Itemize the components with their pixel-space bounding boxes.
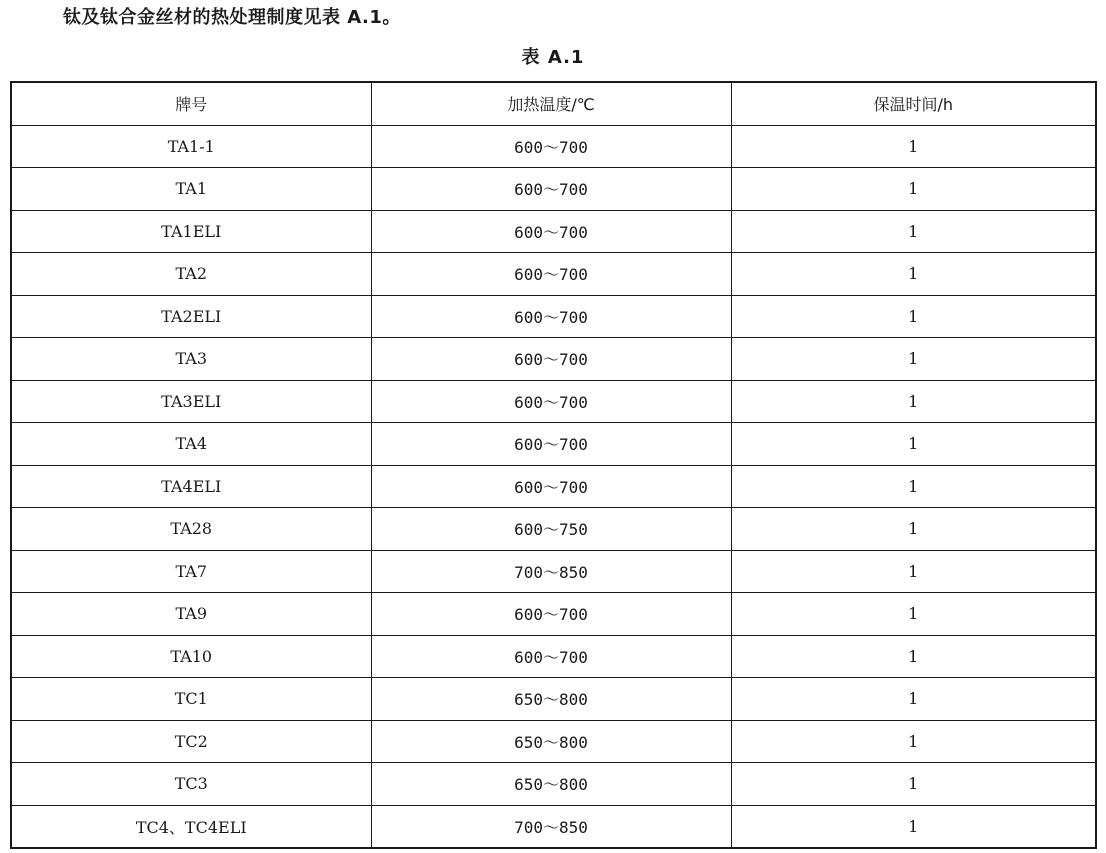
table-row <box>11 210 1096 253</box>
table-row <box>11 168 1096 211</box>
table-row <box>11 550 1096 593</box>
table-row <box>11 763 1096 806</box>
table-row <box>11 465 1096 508</box>
cell-holding-time: 1 <box>731 465 1096 508</box>
cell-temperature: 600～700 <box>371 593 731 636</box>
table-row <box>11 338 1096 381</box>
cell-grade: TC1 <box>11 678 371 721</box>
table-row <box>11 423 1096 466</box>
intro-paragraph: 钛及钛合金丝材的热处理制度见表 A.1。 <box>63 7 401 28</box>
table-row <box>11 720 1096 763</box>
cell-grade: TA2 <box>11 253 371 296</box>
cell-grade: TC4、TC4ELI <box>11 805 371 848</box>
cell-holding-time: 1 <box>731 720 1096 763</box>
cell-holding-time: 1 <box>731 635 1096 678</box>
cell-temperature: 700～850 <box>371 550 731 593</box>
table-row <box>11 678 1096 721</box>
cell-holding-time: 1 <box>731 338 1096 381</box>
cell-temperature: 600～700 <box>371 338 731 381</box>
cell-temperature: 600～700 <box>371 635 731 678</box>
cell-temperature: 600～700 <box>371 465 731 508</box>
table-header-row <box>11 82 1096 125</box>
cell-holding-time: 1 <box>731 678 1096 721</box>
table-row <box>11 805 1096 848</box>
cell-holding-time: 1 <box>731 508 1096 551</box>
cell-grade: TA9 <box>11 593 371 636</box>
table-row <box>11 253 1096 296</box>
cell-grade: TA28 <box>11 508 371 551</box>
cell-grade: TA4 <box>11 423 371 466</box>
cell-temperature: 600～700 <box>371 423 731 466</box>
cell-grade: TA3 <box>11 338 371 381</box>
cell-grade: TC3 <box>11 763 371 806</box>
cell-grade: TA1 <box>11 168 371 211</box>
cell-grade: TA3ELI <box>11 380 371 423</box>
cell-holding-time: 1 <box>731 295 1096 338</box>
cell-grade: TA4ELI <box>11 465 371 508</box>
cell-holding-time: 1 <box>731 550 1096 593</box>
cell-temperature: 600～700 <box>371 125 731 168</box>
cell-holding-time: 1 <box>731 593 1096 636</box>
cell-holding-time: 1 <box>731 423 1096 466</box>
cell-holding-time: 1 <box>731 805 1096 848</box>
table-row <box>11 125 1096 168</box>
header-grade: 牌号 <box>11 82 371 125</box>
cell-grade: TA2ELI <box>11 295 371 338</box>
cell-temperature: 650～800 <box>371 678 731 721</box>
cell-holding-time: 1 <box>731 168 1096 211</box>
cell-holding-time: 1 <box>731 125 1096 168</box>
cell-holding-time: 1 <box>731 253 1096 296</box>
cell-holding-time: 1 <box>731 763 1096 806</box>
cell-grade: TA10 <box>11 635 371 678</box>
cell-grade: TA1-1 <box>11 125 371 168</box>
table-row <box>11 508 1096 551</box>
table-row <box>11 380 1096 423</box>
cell-holding-time: 1 <box>731 210 1096 253</box>
cell-temperature: 600～700 <box>371 253 731 296</box>
cell-temperature: 600～750 <box>371 508 731 551</box>
cell-temperature: 600～700 <box>371 210 731 253</box>
cell-grade: TA7 <box>11 550 371 593</box>
cell-temperature: 600～700 <box>371 295 731 338</box>
cell-temperature: 600～700 <box>371 380 731 423</box>
cell-temperature: 650～800 <box>371 720 731 763</box>
table-row <box>11 635 1096 678</box>
cell-temperature: 600～700 <box>371 168 731 211</box>
heat-treatment-table <box>10 81 1097 849</box>
cell-temperature: 700～850 <box>371 805 731 848</box>
table-caption: 表 A.1 <box>521 47 585 68</box>
cell-grade: TA1ELI <box>11 210 371 253</box>
header-holding-time: 保温时间/h <box>731 82 1096 125</box>
cell-grade: TC2 <box>11 720 371 763</box>
cell-temperature: 650～800 <box>371 763 731 806</box>
table-row <box>11 295 1096 338</box>
table-row <box>11 593 1096 636</box>
cell-holding-time: 1 <box>731 380 1096 423</box>
header-heating-temperature: 加热温度/℃ <box>371 82 731 125</box>
